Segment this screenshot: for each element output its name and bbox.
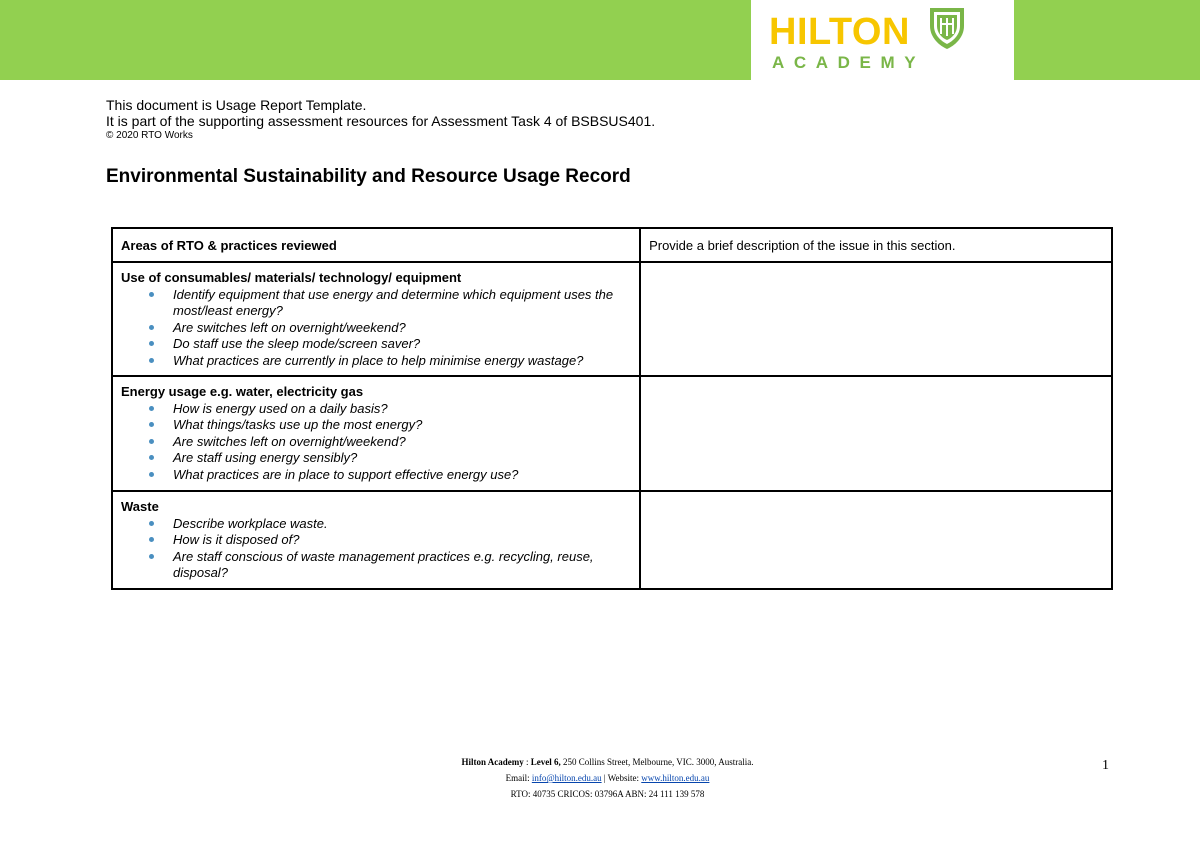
bullet-icon [149,325,154,330]
header-areas-label: Areas of RTO & practices reviewed [121,238,337,253]
list-item: How is it disposed of? [121,532,631,549]
bullet-icon [149,341,154,346]
footer-address-line: Hilton Academy : Level 6, 250 Collins Street, Melbourne, VIC. 3000, Australia. [461,757,754,767]
prompt-list [121,287,631,370]
footer [0,754,1200,802]
footer-email-label: Email: [505,773,530,783]
list-item: What things/tasks use up the most energy? [121,417,631,434]
list-item: Are staff conscious of waste management practices e.g. recycling, reuse, disposal? [121,549,631,582]
bullet-icon [149,439,154,444]
table-header-row [112,228,1112,262]
section-title: Use of consumables/ materials/ technology/ equipment [121,270,462,285]
bullet-icon [149,358,154,363]
list-item: How is energy used on a daily basis? [121,401,631,418]
bullet-icon [149,472,154,477]
list-item: What practices are in place to support effective energy use? [121,467,631,484]
header-banner-right [1014,0,1200,80]
section-title: Energy usage e.g. water, electricity gas [121,384,364,399]
list-item: Describe workplace waste. [121,516,631,533]
intro-line-2: It is part of the supporting assessment resources for Assessment Task 4 of BSBSUS401. [106,113,656,129]
bullet-icon [149,537,154,542]
bullet-icon [149,422,154,427]
table-row [112,376,1112,491]
prompt-list [121,516,631,582]
logo-wordmark: HILTON [769,11,910,53]
header-cell-areas [112,228,640,262]
area-cell-waste [112,491,640,589]
footer-rto-line: RTO: 40735 CRICOS: 03796A ABN: 24 111 139 578 [510,789,705,799]
list-item: Identify equipment that use energy and determine which equipment uses the most/least energy? [121,287,631,320]
response-cell-waste[interactable] [640,491,1112,589]
response-cell-energy[interactable] [640,376,1112,491]
footer-org: Hilton Academy [461,757,524,767]
bullet-icon [149,292,154,297]
section-title: Waste [121,499,159,514]
bullet-icon [149,406,154,411]
header-banner-left [0,0,751,80]
table-row [112,491,1112,589]
logo-subtitle: ACADEMY [772,53,926,72]
list-item: What practices are currently in place to help minimise energy wastage? [121,353,631,370]
shield-crest-icon [928,6,966,50]
header-cell-description [640,228,1112,262]
footer-website-link[interactable]: www.hilton.edu.au [641,773,710,783]
table-row [112,262,1112,376]
prompt-list [121,401,631,484]
area-cell-consumables [112,262,640,376]
list-item: Do staff use the sleep mode/screen saver? [121,336,631,353]
list-item: Are switches left on overnight/weekend? [121,320,631,337]
resource-usage-table [111,227,1113,590]
footer-email-link[interactable]: info@hilton.edu.au [531,773,602,783]
copyright-text: © 2020 RTO Works [106,130,193,141]
bullet-icon [149,521,154,526]
header-description-label: Provide a brief description of the issue in this section. [649,238,956,253]
list-item: Are staff using energy sensibly? [121,450,631,467]
footer-address: 250 Collins Street, Melbourne, VIC. 3000, Australia. [562,757,754,767]
document-title: Environmental Sustainability and Resource Usage Record [106,166,631,187]
response-cell-consumables[interactable] [640,262,1112,376]
intro-block [106,97,655,143]
footer-website-label: | Website: [603,773,640,783]
area-cell-energy [112,376,640,491]
list-item: Are switches left on overnight/weekend? [121,434,631,451]
bullet-icon [149,554,154,559]
footer-contact-line [0,770,1200,786]
hilton-academy-logo [760,6,1005,76]
footer-level: Level 6, [530,757,561,767]
bullet-icon [149,455,154,460]
page-number: 1 [1102,758,1109,773]
intro-line-1: This document is Usage Report Template. [106,97,367,113]
